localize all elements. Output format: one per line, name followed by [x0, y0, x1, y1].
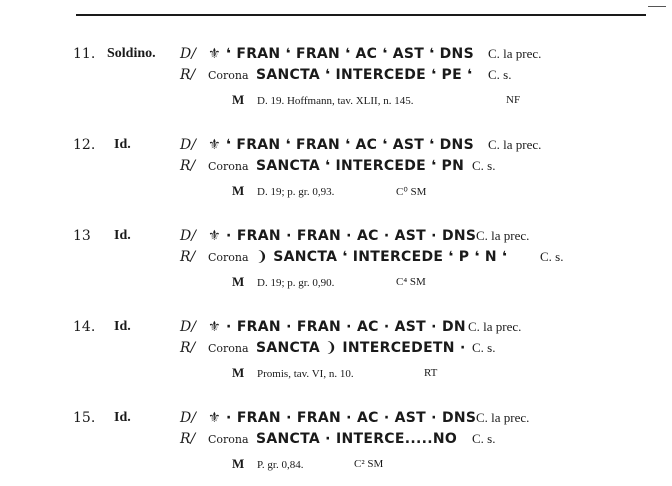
entry-meta [232, 456, 304, 472]
coin-entry-14 [0, 319, 672, 389]
obverse-legend: ⚜ · FRAN · FRAN · AC · AST · DN [208, 319, 466, 335]
meta-text: D. 19; p. gr. 0,93. [257, 186, 335, 198]
entry-number: 12. [73, 137, 96, 153]
obverse-legend: ⚜ · FRAN · FRAN · AC · AST · DNS [208, 228, 477, 244]
meta-mark: M [232, 183, 245, 198]
meta-mark: M [232, 456, 245, 471]
entry-name: Id. [114, 319, 131, 334]
meta-mark: M [232, 274, 245, 289]
entry-number: 13 [73, 228, 91, 244]
reverse-mark: R/ [180, 158, 196, 174]
entry-meta [232, 183, 334, 199]
meta-text: D. 19. Hoffmann, tav. XLII, n. 145. [257, 95, 414, 107]
reverse-label: Corona [208, 69, 249, 82]
coin-entry-13 [0, 228, 672, 298]
obverse-legend: ⚜ · FRAN · FRAN · AC · AST · DNS [208, 410, 477, 426]
reverse-mark: R/ [180, 340, 196, 356]
reverse-label: Corona [208, 160, 249, 173]
obverse-mark: D/ [180, 319, 196, 335]
obverse-note: C. la prec. [488, 137, 542, 152]
obverse-note: C. la prec. [476, 410, 530, 425]
reverse-legend: SANCTA · INTERCE.....NO [256, 431, 458, 447]
entry-name: Id. [114, 410, 131, 425]
reverse-label: Corona [208, 433, 249, 446]
reverse-label: Corona [208, 342, 249, 355]
entry-name: Id. [114, 228, 131, 243]
meta-grade: C⁰ SM [396, 186, 427, 198]
obverse-note: C. la prec. [488, 46, 542, 61]
meta-mark: M [232, 365, 245, 380]
meta-grade: RT [424, 367, 438, 379]
corner-rule [648, 6, 666, 7]
reverse-mark: R/ [180, 67, 196, 83]
reverse-legend: ❩ SANCTA ❛ INTERCEDE ❛ P ❛ N ❛ [256, 249, 508, 265]
reverse-note: C. s. [540, 249, 564, 264]
reverse-note: C. s. [472, 158, 496, 173]
obverse-mark: D/ [180, 137, 196, 153]
meta-text: D. 19; p. gr. 0,90. [257, 277, 335, 289]
obverse-mark: D/ [180, 228, 196, 244]
obverse-mark: D/ [180, 410, 196, 426]
entry-name: Soldino. [107, 46, 156, 61]
entry-name: Id. [114, 137, 131, 152]
entry-meta [232, 365, 354, 381]
entry-meta [232, 92, 413, 108]
meta-text: P. gr. 0,84. [257, 459, 304, 471]
reverse-note: C. s. [472, 340, 496, 355]
reverse-label: Corona [208, 251, 249, 264]
obverse-note: C. la prec. [476, 228, 530, 243]
reverse-legend: SANCTA ❛ INTERCEDE ❛ PE ❛ [256, 67, 473, 83]
meta-text: Promis, tav. VI, n. 10. [257, 368, 354, 380]
entry-meta [232, 274, 334, 290]
entry-number: 11. [73, 46, 96, 62]
reverse-legend: SANCTA ❛ INTERCEDE ❛ PN [256, 158, 465, 174]
reverse-note: C. s. [488, 67, 512, 82]
reverse-legend: SANCTA ❩ INTERCEDETN · [256, 340, 466, 356]
reverse-note: C. s. [472, 431, 496, 446]
obverse-legend: ⚜ ❛ FRAN ❛ FRAN ❛ AC ❛ AST ❛ DNS [208, 137, 474, 153]
meta-grade: NF [506, 94, 521, 106]
reverse-mark: R/ [180, 431, 196, 447]
meta-mark: M [232, 92, 245, 107]
reverse-mark: R/ [180, 249, 196, 265]
entry-number: 14. [73, 319, 96, 335]
coin-entry-15 [0, 410, 672, 480]
entry-number: 15. [73, 410, 96, 426]
top-rule [76, 14, 646, 16]
meta-grade: C⁴ SM [396, 276, 426, 288]
coin-entry-11 [0, 46, 672, 116]
coin-entry-12 [0, 137, 672, 207]
obverse-mark: D/ [180, 46, 196, 62]
obverse-note: C. la prec. [468, 319, 522, 334]
obverse-legend: ⚜ ❛ FRAN ❛ FRAN ❛ AC ❛ AST ❛ DNS [208, 46, 474, 62]
meta-grade: C² SM [354, 458, 384, 470]
